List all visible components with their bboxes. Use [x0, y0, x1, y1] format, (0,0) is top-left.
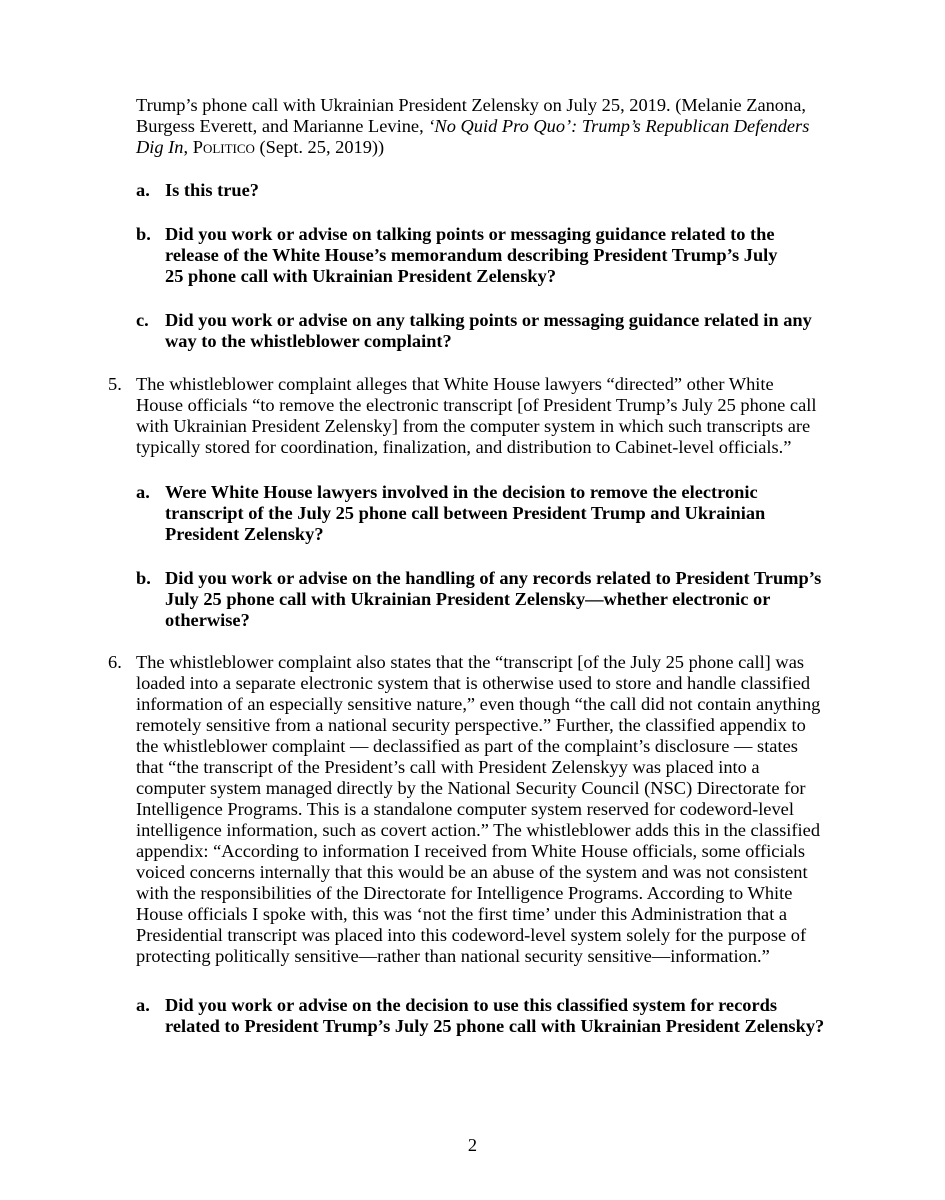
q6-line-2: loaded into a separate electronic system that is otherwise used to store and handle classified	[136, 673, 811, 693]
q5b-text	[165, 568, 821, 631]
q5-line-3: with Ukrainian President Zelensky] from the computer system in which such transcripts are	[136, 416, 811, 436]
q4c-marker: c.	[136, 310, 149, 330]
q6-line-14: Presidential transcript was placed into this codeword-level system solely for the purpose of	[136, 925, 807, 945]
q6-line-11: voiced concerns internally that this would be an abuse of the system and was not consistent	[136, 862, 808, 882]
q5a-line-1: Were White House lawyers involved in the decision to remove the electronic	[165, 482, 758, 502]
q6a-line-1: Did you work or advise on the decision to use this classified system for records	[165, 995, 777, 1015]
intro-comma: ,	[183, 137, 193, 157]
intro-paragraph	[136, 95, 809, 158]
q5b-line-2: July 25 phone call with Ukrainian President Zelensky—whether electronic or	[165, 589, 771, 609]
q6-line-9: intelligence information, such as covert action.” The whistleblower adds this in the classified	[136, 820, 821, 840]
q6-line-10: appendix: “According to information I received from White House officials, some officials	[136, 841, 806, 861]
q4c-line-1: Did you work or advise on any talking points or messaging guidance related in any	[165, 310, 812, 330]
q4b-line-1: Did you work or advise on talking points or messaging guidance related to the	[165, 224, 775, 244]
q4b-line-2: release of the White House’s memorandum describing President Trump’s July	[165, 245, 778, 265]
publication-name: Politico	[192, 137, 255, 157]
q6a-marker: a.	[136, 995, 150, 1015]
publication-date: (Sept. 25, 2019))	[254, 137, 385, 157]
intro-line-1: Trump’s phone call with Ukrainian President Zelensky on July 25, 2019. (Melanie Zanona,	[136, 95, 806, 115]
intro-authors: Burgess Everett, and Marianne Levine,	[136, 116, 429, 136]
q5-line-4: typically stored for coordination, finalization, and distribution to Cabinet-level officials.”	[136, 437, 792, 457]
q4b-line-3: 25 phone call with Ukrainian President Zelensky?	[165, 266, 557, 286]
q6-line-12: with the responsibilities of the Directorate for Intelligence Programs. According to White	[136, 883, 793, 903]
q5a-line-2: transcript of the July 25 phone call between President Trump and Ukrainian	[165, 503, 766, 523]
q6a-text	[165, 995, 824, 1037]
q6a-line-2: related to President Trump’s July 25 phone call with Ukrainian President Zelensky?	[165, 1016, 825, 1036]
q6-line-13: House officials I spoke with, this was ‘not the first time’ under this Administration that a	[136, 904, 788, 924]
q6-marker: 6.	[108, 652, 122, 672]
q4b-marker: b.	[136, 224, 151, 244]
q4a-text	[165, 180, 259, 201]
q5b-marker: b.	[136, 568, 151, 588]
intro-line-2	[136, 116, 809, 137]
q5-text	[136, 374, 816, 458]
q6-text	[136, 652, 820, 967]
page-number: 2	[467, 1135, 478, 1155]
q6-line-7: computer system managed directly by the National Security Council (NSC) Directorate for	[136, 778, 806, 798]
q6-line-5: the whistleblower complaint — declassified as part of the complaint’s disclosure — states	[136, 736, 798, 756]
q4a-marker: a.	[136, 180, 150, 200]
q6-line-3: information of an especially sensitive nature,” even though “the call did not contain anything	[136, 694, 821, 714]
q5b-line-3: otherwise?	[165, 610, 250, 630]
q5-line-2: House officials “to remove the electronic transcript [of President Trump’s July 25 phone call	[136, 395, 817, 415]
article-title-end: Dig In	[136, 137, 184, 157]
q6-line-1: The whistleblower complaint also states that the “transcript [of the July 25 phone call] was	[136, 652, 805, 672]
q4c-line-2: way to the whistleblower complaint?	[165, 331, 452, 351]
q6-line-15: protecting politically sensitive—rather than national security sensitive—information.”	[136, 946, 770, 966]
article-title: ‘No Quid Pro Quo’: Trump’s Republican Defenders	[428, 116, 810, 136]
q6-line-6: that “the transcript of the President’s call with President Zelenskyy was placed into a	[136, 757, 760, 777]
q5-line-1: The whistleblower complaint alleges that White House lawyers “directed” other White	[136, 374, 774, 394]
q4c-text	[165, 310, 812, 352]
q5b-line-1: Did you work or advise on the handling of any records related to President Trump’s	[165, 568, 822, 588]
q5a-line-3: President Zelensky?	[165, 524, 324, 544]
q5-marker: 5.	[108, 374, 122, 394]
q6-line-4: remotely sensitive from a national security perspective.” Further, the classified appendix to	[136, 715, 806, 735]
q5a-marker: a.	[136, 482, 150, 502]
q5a-text	[165, 482, 765, 545]
q4b-text	[165, 224, 778, 287]
q6-line-8: Intelligence Programs. This is a standalone computer system reserved for codeword-level	[136, 799, 794, 819]
intro-line-3	[136, 137, 809, 158]
q4a-line: Is this true?	[165, 180, 260, 200]
